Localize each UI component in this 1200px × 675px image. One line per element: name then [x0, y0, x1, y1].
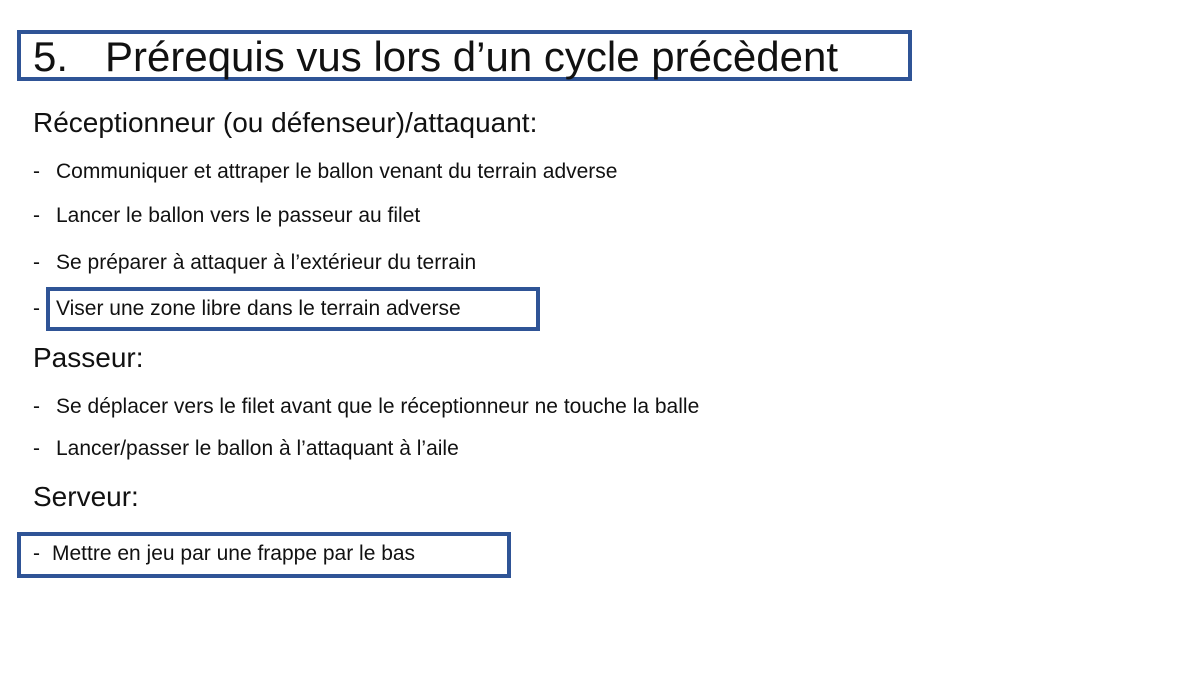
- bullet-dash: -: [33, 437, 40, 460]
- section-heading-receptionneur: Réceptionneur (ou défenseur)/attaquant:: [33, 107, 538, 138]
- list-item-text: Communiquer et attraper le ballon venant du terrain adverse: [56, 160, 618, 183]
- title-text: Prérequis vus lors d’un cycle précèdent: [105, 33, 839, 80]
- list-item-text: Se déplacer vers le filet avant que le réceptionneur ne touche la balle: [56, 395, 700, 418]
- list-item: [33, 436, 459, 462]
- bullet-dash: -: [33, 395, 40, 418]
- bullet-dash: -: [33, 251, 40, 274]
- list-item: [33, 394, 699, 420]
- list-item: [33, 203, 420, 229]
- title-number: 5.: [33, 33, 69, 80]
- list-item-text: Mettre en jeu par une frappe par le bas: [52, 542, 416, 565]
- bullet-dash: -: [33, 542, 40, 565]
- list-item: [33, 159, 617, 185]
- list-item-text: Lancer/passer le ballon à l’attaquant à l’aile: [56, 437, 459, 460]
- bullet-dash: -: [33, 204, 40, 227]
- list-item-text: Se préparer à attaquer à l’extérieur du terrain: [56, 251, 477, 274]
- list-item: [33, 541, 415, 567]
- section-heading-serveur: Serveur:: [33, 481, 139, 512]
- list-item-text: Lancer le ballon vers le passeur au filet: [56, 204, 421, 227]
- bullet-dash: -: [33, 160, 40, 183]
- list-item-text: Viser une zone libre dans le terrain adverse: [56, 297, 461, 320]
- list-item: [33, 250, 476, 276]
- section-heading-passeur: Passeur:: [33, 342, 144, 373]
- slide-title: [33, 33, 838, 81]
- list-item: [33, 296, 461, 322]
- bullet-dash: -: [33, 297, 40, 320]
